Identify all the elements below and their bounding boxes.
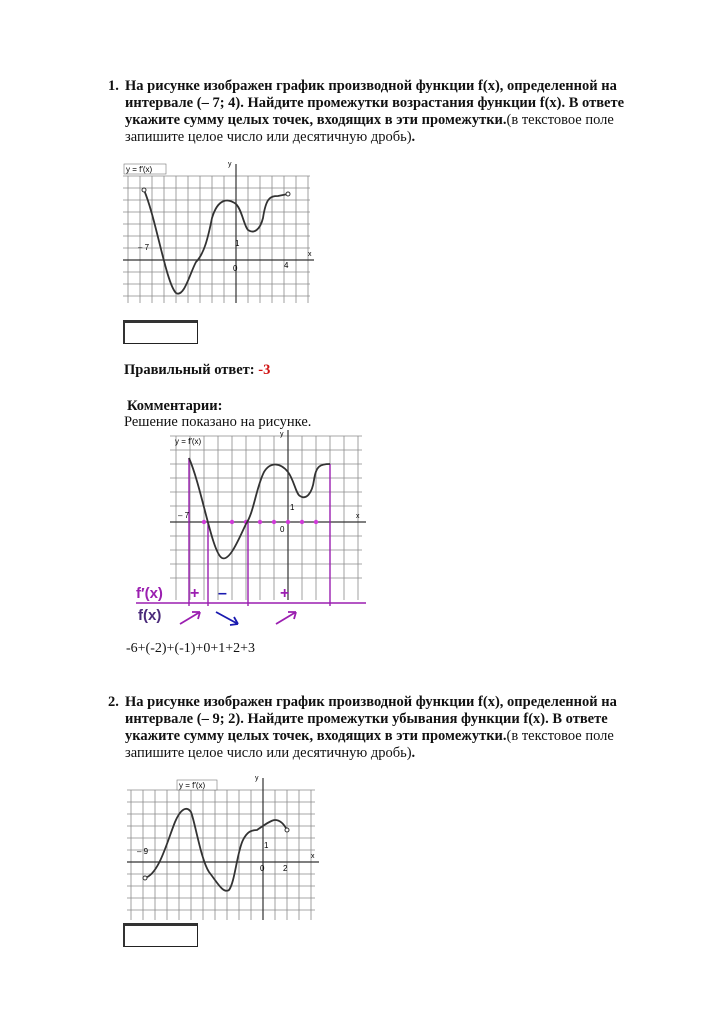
task-number: 2.: [108, 694, 119, 710]
solution-y-label: y: [280, 431, 284, 438]
comments-heading: Комментарии:: [127, 398, 223, 414]
x-label: x: [311, 853, 315, 860]
task-number: 1.: [108, 78, 119, 94]
one-label: 1: [235, 239, 240, 248]
zero-label: 0: [233, 264, 238, 273]
y-label: y: [255, 775, 259, 782]
task-text: На рисунке изображен график производной функции f(x), определенной на интервале (– 9; 2). Найдите промежутки убывания функции f(x). В ответе укажите сумму целых точек, входящих в эти промежутки.(в текстовое поле запишите целое число или десятичную дробь).: [125, 694, 617, 761]
monotonic-arrows: [180, 612, 296, 625]
answer-input-1[interactable]: [123, 320, 198, 344]
function-row-label: f(x): [138, 607, 162, 624]
derivative-graph-1: [118, 158, 318, 308]
task-question: На рисунке изображен график производной функции f(x), определенной на интервале (– 9; 2). Найдите промежутки убывания функции f(x). В ответе укажите сумму целых точек, входящих в эти промежутки.: [125, 694, 617, 744]
x-label: x: [308, 251, 312, 258]
solution-x-label: x: [356, 513, 360, 520]
function-label: y = f′(x): [179, 781, 206, 790]
zero-label: 0: [260, 864, 265, 873]
endpoint-left: [142, 188, 146, 192]
left-end-label: – 9: [137, 847, 149, 856]
grid: [127, 790, 315, 920]
derivative-row-label: f′(x): [136, 585, 163, 602]
solution-one-label: 1: [290, 503, 295, 512]
task-question: На рисунке изображен график производной функции f(x), определенной на интервале (– 7; 4). Найдите промежутки возрастания функции f(x). В ответе укажите сумму целых точек, входящих в эти промежутки.: [125, 78, 625, 128]
derivative-curve: [144, 190, 288, 294]
solution-zero-label: 0: [280, 525, 285, 534]
solution-left-end-label: – 7: [178, 511, 190, 520]
comments-text: Решение показано на рисунке.: [124, 414, 312, 430]
sign-minus: –: [218, 585, 227, 602]
derivative-graph-2: [125, 772, 325, 922]
correct-answer-label: Правильный ответ:: [124, 362, 255, 378]
endpoint-right: [286, 192, 290, 196]
endpoint-right: [285, 828, 289, 832]
endpoint-left: [143, 876, 147, 880]
y-label: y: [228, 161, 232, 168]
sign-plus-2: +: [280, 585, 290, 602]
correct-answer-value: -3: [258, 362, 271, 378]
task-text: На рисунке изображен график производной функции f(x), определенной на интервале (– 7; 4). Найдите промежутки возрастания функции f(x). В ответе укажите сумму целых точек, входящих в эти промежутки.(в текстовое поле запишите целое число или десятичную дробь).: [125, 78, 625, 145]
correct-answer: [124, 362, 270, 379]
task-note: (в текстовое поле запишите целое число или десятичную дробь): [125, 112, 614, 145]
left-end-label: – 7: [138, 243, 150, 252]
function-label: y = f′(x): [126, 165, 153, 174]
solution-sum: -6+(-2)+(-1)+0+1+2+3: [126, 641, 256, 656]
task-note: (в текстовое поле запишите целое число или десятичную дробь): [125, 728, 614, 761]
solution-grid: [170, 436, 362, 600]
sign-plus-1: +: [190, 585, 200, 602]
right-end-label: 2: [283, 864, 288, 873]
solution-curve: [189, 458, 330, 558]
answer-input-2[interactable]: [123, 923, 198, 947]
solution-function-label: y = f′(x): [175, 437, 202, 446]
right-end-label: 4: [284, 261, 289, 270]
one-label: 1: [264, 841, 269, 850]
solution-graph: [130, 428, 370, 630]
